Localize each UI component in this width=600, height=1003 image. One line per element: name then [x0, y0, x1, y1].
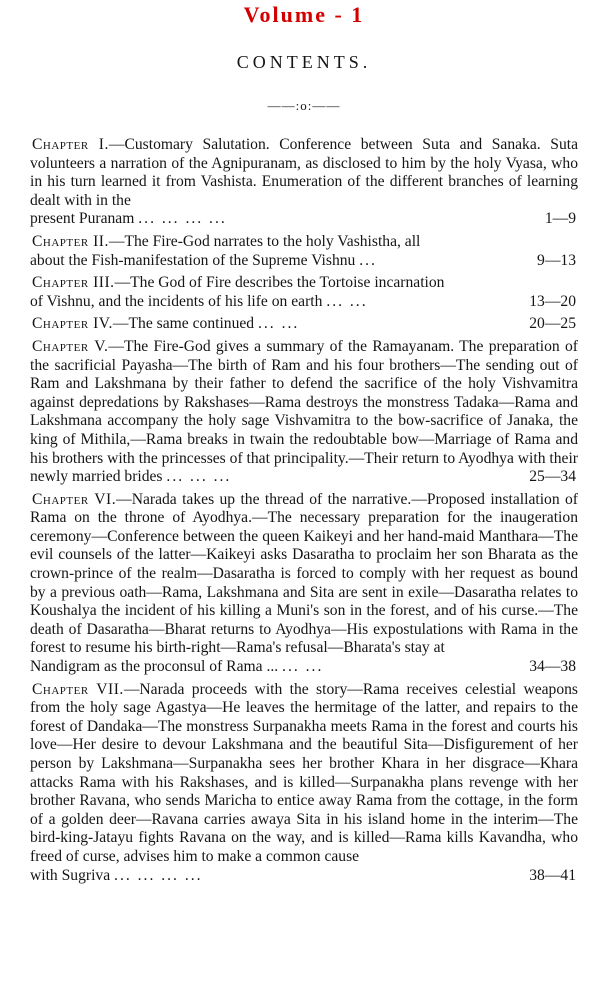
chapter-entry-2	[30, 233, 578, 270]
page-range: 20—25	[529, 315, 576, 333]
chapter-summary-tail: —The same continued	[112, 315, 255, 333]
contents-page	[0, 2, 600, 1003]
leader-dots: ... ... ... ...	[138, 210, 227, 228]
chapter-summary: —Narada takes up the thread of the narrative.—Proposed installation of Rama on the throne of Ayodhya.—The necessary preparation for the inaugeration ceremony—Conference between the queen Kaikeyi and her hand-maid Manthara—The evil counsels of the latter—Kaikeyi asks Dasaratha to proclaim her son Bharata as the crown-prince of the realm—Dasaratha is forced to comply with her request as bound by a previous oath—Rama, Lakshmana and Sita are sent in exile—Dasaratha relates to Koushalya the incident of his killing a Muni's son in the forest, and of his curse.—The death of Dasaratha—Bharat returns to Ayodhya—His expostulations with Rama in the forest to resume his birth-right—Rama's refusal—Bharata's stay at	[30, 490, 578, 657]
chapter-entry-7	[30, 681, 578, 886]
chapter-label: Chapter VII.	[32, 680, 124, 698]
ornamental-divider: ——:o:——	[267, 98, 341, 113]
chapter-summary: —The Fire-God gives a summary of the Ramayanam. The preparation of the sacrificial Payasha—The birth of Ram and his four brothers—The sending out of Ram and Lakshmana by their father to defend the sacrifice of the holy Vishvamitra against depredations by Rakshases—Rama destroys the monstress Tadaka—Rama and Lakshmana accompany the holy sage Vishvamitra to the bow-sacrifice of Janaka, the king of Mithila,—Rama breaks in twain the redoubtable bow—Marriage of Rama and his brothers with the princesses of that principality.—Their return to Ayodhya with their	[30, 337, 578, 467]
chapter-summary: —Narada proceeds with the story—Rama receives celestial weapons from the holy sage Agastya—He leaves the hermitage of the latter, and repairs to the forest of Dandaka—The monstress Surpanakha meets Rama in the forest and courts his love—Her desire to devour Lakshmana and the beautiful Sita—Disfigurement of her person by Lakshmana—Surpanakha sees her brother Khara in her disgrace—Khara attacks Rama with his Rakshases, and is killed—Surpanakha plans revenge with her brother Ravana, who sends Maricha to entice away Rama from the cottage, in the form of a golden deer—Ravana carries awaya Sita in his island home in the interim—The bird-king-Jatayu fights Ravana on the way, and is killed—Rama kills Kavandha, who freed of curse, advises him to make a common cause	[30, 680, 579, 865]
leader-dots: ... ...	[282, 658, 324, 676]
chapter-summary-tail: newly married brides	[30, 468, 163, 486]
chapter-label: Chapter VI.	[32, 490, 117, 508]
chapter-list	[30, 136, 578, 885]
leader-dots: ... ... ...	[166, 468, 232, 486]
chapter-summary-tail: about the Fish-manifestation of the Supreme Vishnu	[30, 251, 356, 269]
chapter-label: Chapter III.	[32, 274, 115, 292]
chapter-label: Chapter V.	[32, 337, 109, 355]
chapter-summary-tail: Nandigram as the proconsul of Rama ...	[30, 658, 279, 676]
page-range: 9—13	[537, 251, 576, 269]
leader-dots: ... ...	[258, 315, 300, 333]
chapter-summary-tail: present Puranam	[30, 210, 135, 228]
page-range: 38—41	[529, 866, 576, 884]
page-range: 34—38	[529, 658, 576, 676]
page-range: 25—34	[529, 468, 576, 486]
page-range: 13—20	[529, 292, 576, 310]
chapter-summary-tail: with Sugriva	[30, 866, 111, 884]
leader-dots: ...	[359, 251, 377, 269]
leader-dots: ... ...	[326, 292, 368, 310]
chapter-entry-1	[30, 136, 578, 229]
chapter-summary: —The God of Fire describes the Tortoise incarnation	[114, 274, 445, 292]
chapter-entry-5	[30, 338, 578, 487]
chapter-summary: —The Fire-God narrates to the holy Vashistha, all	[108, 232, 421, 250]
leader-dots: ... ... ... ...	[114, 866, 203, 884]
chapter-summary-tail: of Vishnu, and the incidents of his life on earth	[30, 292, 323, 310]
chapter-label: Chapter II.	[32, 232, 109, 250]
page-range: 1—9	[544, 210, 576, 228]
chapter-entry-6	[30, 491, 578, 677]
volume-heading: Volume - 1	[243, 2, 365, 27]
chapter-entry-3	[30, 274, 578, 311]
contents-title: CONTENTS.	[236, 52, 372, 72]
chapter-entry-4	[30, 315, 578, 334]
chapter-summary: —Customary Salutation. Conference between Suta and Sanaka. Suta volunteers a narration of the Agnipuranam, as disclosed to him by the holy Vyasa, who in his turn learned it from Vashista. Enumeration of the different branches of learning dealt with in the	[30, 136, 579, 209]
chapter-label: Chapter IV.	[32, 315, 113, 333]
chapter-label: Chapter I.	[32, 136, 109, 153]
